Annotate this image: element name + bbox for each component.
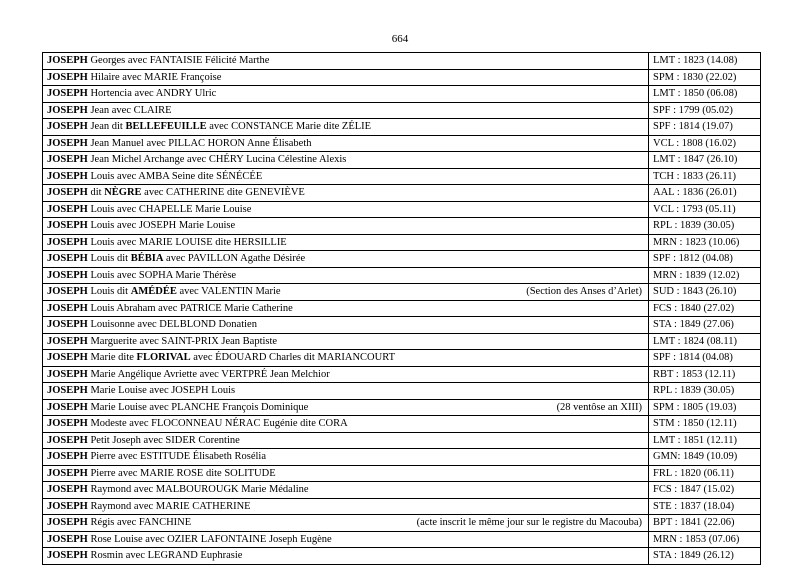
couple-names bbox=[47, 400, 308, 415]
name-text: avec CONSTANCE Marie dite ZÉLIE bbox=[206, 121, 372, 133]
surname-bold: JOSEPH bbox=[47, 550, 88, 562]
name-text: Louis avec MARIE LOUISE dite HERSILLIE bbox=[87, 236, 287, 248]
entry-names-cell bbox=[43, 399, 649, 416]
entry-names-cell bbox=[43, 69, 649, 86]
name-text: Régis avec FANCHINE bbox=[87, 517, 192, 529]
register-reference: FCS : 1840 (27.02) bbox=[649, 300, 761, 317]
entry-names-cell bbox=[43, 531, 649, 548]
entry-note: (28 ventôse an XIII) bbox=[556, 401, 642, 413]
entry-names-cell bbox=[43, 350, 649, 367]
table-row bbox=[43, 548, 761, 565]
register-reference: FRL : 1820 (06.11) bbox=[649, 465, 761, 482]
name-text: Rosmin avec LEGRAND Euphrasie bbox=[87, 550, 243, 562]
name-text: dit bbox=[87, 187, 105, 199]
name-text: Louis avec CHAPELLE Marie Louise bbox=[87, 203, 252, 215]
entry-names bbox=[47, 169, 644, 184]
couple-names bbox=[47, 532, 332, 547]
register-reference: RPL : 1839 (30.05) bbox=[649, 218, 761, 235]
entry-names bbox=[47, 70, 644, 85]
entry-names-cell bbox=[43, 465, 649, 482]
name-text: Marguerite avec SAINT-PRIX Jean Baptiste bbox=[87, 335, 278, 347]
table-row bbox=[43, 135, 761, 152]
table-row bbox=[43, 152, 761, 169]
entry-names-cell bbox=[43, 86, 649, 103]
couple-names bbox=[47, 268, 236, 283]
entry-names bbox=[47, 334, 644, 349]
surname-bold: JOSEPH bbox=[47, 385, 88, 397]
surname-bold: JOSEPH bbox=[47, 71, 88, 83]
entry-names-cell bbox=[43, 119, 649, 136]
entry-names-cell bbox=[43, 498, 649, 515]
name-text: Georges avec FANTAISIE Félicité Marthe bbox=[87, 55, 270, 67]
table-row bbox=[43, 383, 761, 400]
surname-bold: JOSEPH bbox=[47, 467, 88, 479]
entry-names bbox=[47, 268, 644, 283]
entry-names bbox=[47, 202, 644, 217]
entry-names-cell bbox=[43, 53, 649, 70]
couple-names bbox=[47, 515, 191, 530]
couple-names bbox=[47, 136, 312, 151]
table-row bbox=[43, 416, 761, 433]
register-reference: SPF : 1799 (05.02) bbox=[649, 102, 761, 119]
table-row bbox=[43, 482, 761, 499]
surname-bold: JOSEPH bbox=[47, 434, 88, 446]
entry-names bbox=[47, 251, 644, 266]
entry-names-cell bbox=[43, 366, 649, 383]
entry-names-cell bbox=[43, 383, 649, 400]
name-text: Jean Michel Archange avec CHÉRY Lucina Célestine Alexis bbox=[87, 154, 347, 166]
register-reference: MRN : 1839 (12.02) bbox=[649, 267, 761, 284]
name-text: Jean dit bbox=[87, 121, 126, 133]
register-reference: SPM : 1830 (22.02) bbox=[649, 69, 761, 86]
couple-names bbox=[47, 416, 348, 431]
name-text: Hortencia avec ANDRY Ulric bbox=[87, 88, 217, 100]
table-row bbox=[43, 366, 761, 383]
entry-names bbox=[47, 301, 644, 316]
surname-bold: JOSEPH bbox=[47, 88, 88, 100]
surname-bold: JOSEPH bbox=[47, 121, 88, 133]
entry-names bbox=[47, 532, 644, 547]
name-text: avec CATHERINE dite GENEVIÈVE bbox=[141, 187, 305, 199]
table-row bbox=[43, 102, 761, 119]
table-row bbox=[43, 399, 761, 416]
entry-names bbox=[47, 350, 644, 365]
entry-names bbox=[47, 499, 644, 514]
table-row bbox=[43, 449, 761, 466]
couple-names bbox=[47, 185, 305, 200]
entry-names-cell bbox=[43, 432, 649, 449]
table-row bbox=[43, 515, 761, 532]
surname-bold: JOSEPH bbox=[47, 335, 88, 347]
surname-bold: NÈGRE bbox=[104, 187, 142, 199]
entry-names-cell bbox=[43, 218, 649, 235]
table-row bbox=[43, 218, 761, 235]
couple-names bbox=[47, 499, 251, 514]
surname-bold: JOSEPH bbox=[47, 368, 88, 380]
table-row bbox=[43, 201, 761, 218]
entry-names bbox=[47, 103, 644, 118]
entry-names-cell bbox=[43, 152, 649, 169]
couple-names bbox=[47, 119, 371, 134]
table-row bbox=[43, 185, 761, 202]
entry-names bbox=[47, 185, 644, 200]
entry-names-cell bbox=[43, 515, 649, 532]
couple-names bbox=[47, 367, 330, 382]
couple-names bbox=[47, 383, 235, 398]
name-text: Raymond avec MALBOUROUGK Marie Médaline bbox=[87, 484, 309, 496]
surname-bold: JOSEPH bbox=[47, 352, 88, 364]
name-text: Louis avec AMBA Seine dite SÉNÉCÉE bbox=[87, 170, 263, 182]
table-row bbox=[43, 465, 761, 482]
table-row bbox=[43, 284, 761, 301]
entry-names bbox=[47, 433, 644, 448]
register-reference: TCH : 1833 (26.11) bbox=[649, 168, 761, 185]
surname-bold: JOSEPH bbox=[47, 104, 88, 116]
couple-names bbox=[47, 548, 242, 563]
register-reference: LMT : 1847 (26.10) bbox=[649, 152, 761, 169]
entry-names-cell bbox=[43, 284, 649, 301]
entry-names-cell bbox=[43, 300, 649, 317]
surname-bold: JOSEPH bbox=[47, 269, 88, 281]
couple-names bbox=[47, 218, 235, 233]
surname-bold: FLORIVAL bbox=[136, 352, 191, 364]
surname-bold: JOSEPH bbox=[47, 500, 88, 512]
register-reference: MRN : 1823 (10.06) bbox=[649, 234, 761, 251]
surname-bold: AMÉDÉE bbox=[130, 286, 177, 298]
surname-bold: JOSEPH bbox=[47, 253, 88, 265]
name-text: Louis dit bbox=[87, 286, 131, 298]
name-text: Raymond avec MARIE CATHERINE bbox=[87, 500, 251, 512]
entry-names-cell bbox=[43, 185, 649, 202]
entry-note: (acte inscrit le même jour sur le registre du Macouba) bbox=[416, 517, 642, 529]
register-reference: LMT : 1823 (14.08) bbox=[649, 53, 761, 70]
table-row bbox=[43, 234, 761, 251]
table-row bbox=[43, 168, 761, 185]
name-text: Hilaire avec MARIE Françoise bbox=[87, 71, 222, 83]
name-text: Marie Louise avec PLANCHE François Dominique bbox=[87, 401, 309, 413]
name-text: avec PAVILLON Agathe Désirée bbox=[163, 253, 306, 265]
table-row bbox=[43, 432, 761, 449]
entry-names bbox=[47, 548, 644, 563]
couple-names bbox=[47, 251, 305, 266]
name-text: Petit Joseph avec SIDER Corentine bbox=[87, 434, 240, 446]
entry-names bbox=[47, 400, 644, 415]
table-row bbox=[43, 317, 761, 334]
page-number: 664 bbox=[391, 33, 409, 45]
entry-names-cell bbox=[43, 234, 649, 251]
surname-bold: JOSEPH bbox=[47, 236, 88, 248]
entry-names-cell bbox=[43, 482, 649, 499]
entry-note: (Section des Anses d’Arlet) bbox=[526, 286, 642, 298]
marriage-register-table bbox=[42, 52, 761, 565]
couple-names bbox=[47, 103, 172, 118]
table-row bbox=[43, 251, 761, 268]
register-reference: SPF : 1814 (19.07) bbox=[649, 119, 761, 136]
entry-names-cell bbox=[43, 102, 649, 119]
couple-names bbox=[47, 317, 257, 332]
register-reference: SPM : 1805 (19.03) bbox=[649, 399, 761, 416]
register-reference: GMN: 1849 (10.09) bbox=[649, 449, 761, 466]
couple-names bbox=[47, 70, 221, 85]
entry-names-cell bbox=[43, 548, 649, 565]
surname-bold: JOSEPH bbox=[47, 533, 88, 545]
surname-bold: JOSEPH bbox=[47, 302, 88, 314]
entry-names-cell bbox=[43, 317, 649, 334]
entry-names bbox=[47, 218, 644, 233]
name-text: Louis avec SOPHA Marie Thérèse bbox=[87, 269, 237, 281]
surname-bold: JOSEPH bbox=[47, 203, 88, 215]
register-reference: MRN : 1853 (07.06) bbox=[649, 531, 761, 548]
table-row bbox=[43, 531, 761, 548]
register-reference: LMT : 1824 (08.11) bbox=[649, 333, 761, 350]
entry-names-cell bbox=[43, 449, 649, 466]
register-reference: AAL : 1836 (26.01) bbox=[649, 185, 761, 202]
table-row bbox=[43, 119, 761, 136]
name-text: Marie Louise avec JOSEPH Louis bbox=[87, 385, 236, 397]
register-reference: STE : 1837 (18.04) bbox=[649, 498, 761, 515]
surname-bold: JOSEPH bbox=[47, 484, 88, 496]
entry-names bbox=[47, 416, 644, 431]
entry-names bbox=[47, 449, 644, 464]
couple-names bbox=[47, 334, 277, 349]
surname-bold: JOSEPH bbox=[47, 418, 88, 430]
surname-bold: JOSEPH bbox=[47, 319, 88, 331]
entry-names-cell bbox=[43, 251, 649, 268]
name-text: Louis Abraham avec PATRICE Marie Catherine bbox=[87, 302, 293, 314]
register-reference: STA : 1849 (27.06) bbox=[649, 317, 761, 334]
entry-names bbox=[47, 284, 644, 299]
couple-names bbox=[47, 169, 262, 184]
table-row bbox=[43, 333, 761, 350]
entry-names bbox=[47, 152, 644, 167]
name-text: Pierre avec ESTITUDE Élisabeth Rosélia bbox=[87, 451, 266, 463]
table-row bbox=[43, 69, 761, 86]
name-text: Louis avec JOSEPH Marie Louise bbox=[87, 220, 236, 232]
name-text: Jean avec CLAIRE bbox=[87, 104, 172, 116]
name-text: Louis dit bbox=[87, 253, 131, 265]
register-reference: FCS : 1847 (15.02) bbox=[649, 482, 761, 499]
surname-bold: BELLEFEUILLE bbox=[125, 121, 207, 133]
entry-names bbox=[47, 136, 644, 151]
couple-names bbox=[47, 152, 346, 167]
couple-names bbox=[47, 466, 276, 481]
register-reference: SPF : 1814 (04.08) bbox=[649, 350, 761, 367]
register-reference: SUD : 1843 (26.10) bbox=[649, 284, 761, 301]
couple-names bbox=[47, 202, 251, 217]
entry-names-cell bbox=[43, 333, 649, 350]
surname-bold: JOSEPH bbox=[47, 401, 88, 413]
couple-names bbox=[47, 482, 309, 497]
table-row bbox=[43, 267, 761, 284]
entry-names bbox=[47, 383, 644, 398]
name-text: Rose Louise avec OZIER LAFONTAINE Joseph Eugène bbox=[87, 533, 332, 545]
table-row bbox=[43, 498, 761, 515]
surname-bold: JOSEPH bbox=[47, 220, 88, 232]
entry-names bbox=[47, 515, 644, 530]
surname-bold: BÉBIA bbox=[130, 253, 164, 265]
surname-bold: JOSEPH bbox=[47, 451, 88, 463]
register-reference: RBT : 1853 (12.11) bbox=[649, 366, 761, 383]
entry-names-cell bbox=[43, 416, 649, 433]
register-body bbox=[43, 53, 761, 565]
entry-names-cell bbox=[43, 201, 649, 218]
couple-names bbox=[47, 53, 269, 68]
couple-names bbox=[47, 433, 240, 448]
register-reference: LMT : 1851 (12.11) bbox=[649, 432, 761, 449]
table-row bbox=[43, 86, 761, 103]
name-text: avec ÉDOUARD Charles dit MARIANCOURT bbox=[190, 352, 396, 364]
surname-bold: JOSEPH bbox=[47, 187, 88, 199]
entry-names bbox=[47, 53, 644, 68]
name-text: avec VALENTIN Marie bbox=[176, 286, 281, 298]
table-row bbox=[43, 300, 761, 317]
name-text: Jean Manuel avec PILLAC HORON Anne Élisabeth bbox=[87, 137, 312, 149]
entry-names bbox=[47, 466, 644, 481]
register-reference: STA : 1849 (26.12) bbox=[649, 548, 761, 565]
register-reference: STM : 1850 (12.11) bbox=[649, 416, 761, 433]
entry-names-cell bbox=[43, 267, 649, 284]
table-row bbox=[43, 53, 761, 70]
couple-names bbox=[47, 301, 293, 316]
entry-names-cell bbox=[43, 135, 649, 152]
entry-names bbox=[47, 119, 644, 134]
surname-bold: JOSEPH bbox=[47, 154, 88, 166]
surname-bold: JOSEPH bbox=[47, 517, 88, 529]
entry-names-cell bbox=[43, 168, 649, 185]
register-reference: BPT : 1841 (22.06) bbox=[649, 515, 761, 532]
couple-names bbox=[47, 235, 287, 250]
couple-names bbox=[47, 449, 266, 464]
register-reference: RPL : 1839 (30.05) bbox=[649, 383, 761, 400]
name-text: Louisonne avec DELBLOND Donatien bbox=[87, 319, 257, 331]
entry-names bbox=[47, 235, 644, 250]
surname-bold: JOSEPH bbox=[47, 137, 88, 149]
register-reference: LMT : 1850 (06.08) bbox=[649, 86, 761, 103]
entry-names bbox=[47, 482, 644, 497]
surname-bold: JOSEPH bbox=[47, 286, 88, 298]
surname-bold: JOSEPH bbox=[47, 55, 88, 67]
couple-names bbox=[47, 284, 281, 299]
name-text: Pierre avec MARIE ROSE dite SOLITUDE bbox=[87, 467, 276, 479]
register-reference: VCL : 1808 (16.02) bbox=[649, 135, 761, 152]
register-reference: VCL : 1793 (05.11) bbox=[649, 201, 761, 218]
name-text: Marie Angélique Avriette avec VERTPRÉ Jean Melchior bbox=[87, 368, 330, 380]
register-reference: SPF : 1812 (04.08) bbox=[649, 251, 761, 268]
surname-bold: JOSEPH bbox=[47, 170, 88, 182]
entry-names bbox=[47, 317, 644, 332]
entry-names bbox=[47, 367, 644, 382]
name-text: Modeste avec FLOCONNEAU NÉRAC Eugénie dite CORA bbox=[87, 418, 348, 430]
couple-names bbox=[47, 350, 395, 365]
name-text: Marie dite bbox=[87, 352, 137, 364]
table-row bbox=[43, 350, 761, 367]
couple-names bbox=[47, 86, 216, 101]
entry-names bbox=[47, 86, 644, 101]
